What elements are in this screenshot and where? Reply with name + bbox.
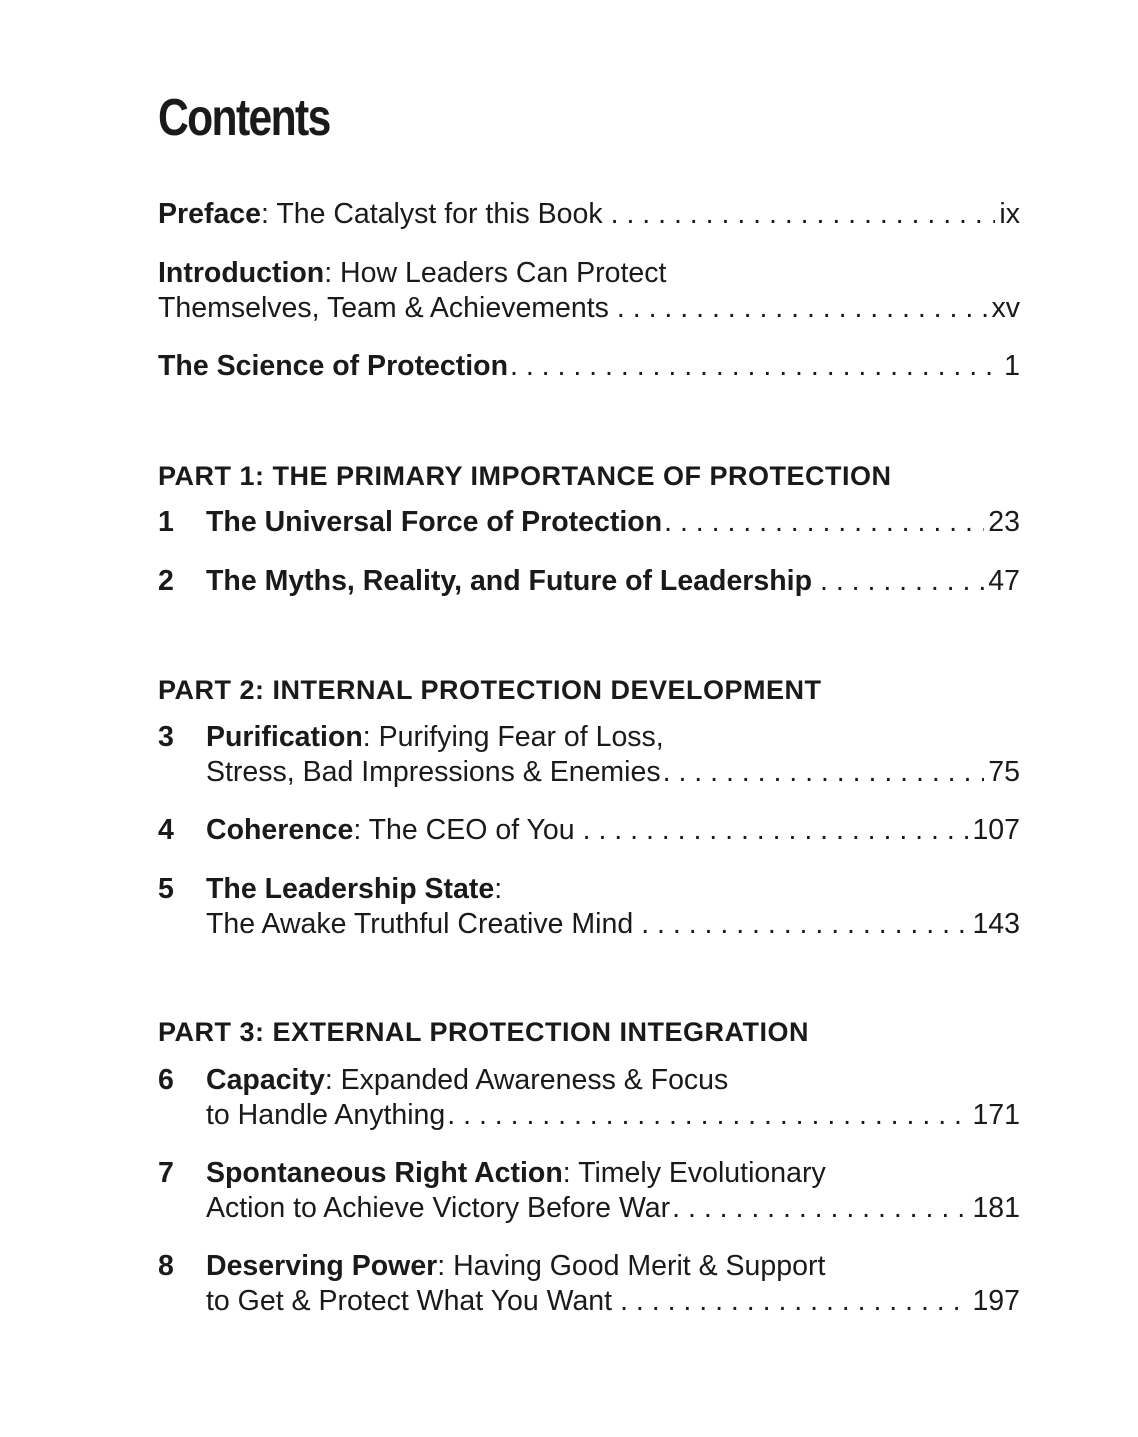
toc-chapter-4[interactable] (158, 813, 1020, 848)
leader-dots (510, 349, 1000, 384)
entry-subtitle-line2: to Handle Anything (206, 1099, 446, 1131)
leader-dots (672, 1191, 968, 1226)
entry-title: Introduction (158, 257, 325, 289)
entry-title: Capacity (206, 1064, 325, 1096)
toc-chapter-5[interactable] (158, 872, 1020, 942)
leader-dots (620, 1284, 968, 1319)
entry-title: Spontaneous Right Action (206, 1157, 563, 1189)
page-number: 1 (1004, 350, 1020, 382)
toc-chapter-1[interactable] (158, 505, 1020, 540)
page-number: 75 (988, 756, 1020, 788)
entry-title: The Science of Protection (158, 350, 508, 382)
leader-dots (663, 755, 985, 790)
toc-chapter-7[interactable] (158, 1156, 1020, 1226)
entry-title: Deserving Power (206, 1250, 438, 1282)
page-number: ix (999, 198, 1020, 230)
page-title: Contents (158, 89, 330, 147)
entry-subtitle: : Having Good Merit & Support (437, 1250, 826, 1282)
page-number: 171 (972, 1099, 1020, 1131)
entry-title: The Universal Force of Protection (206, 506, 663, 538)
entry-subtitle: : The Catalyst for this Book (261, 198, 603, 230)
entry-subtitle-line2: to Get & Protect What You Want (206, 1285, 613, 1317)
page-number: 23 (988, 506, 1020, 538)
entry-title: Purification (206, 721, 363, 753)
entry-subtitle: : Expanded Awareness & Focus (324, 1064, 729, 1096)
part-heading: PART 2: INTERNAL PROTECTION DEVELOPMENT (158, 675, 822, 705)
leader-dots (617, 291, 988, 326)
part-heading: PART 3: EXTERNAL PROTECTION INTEGRATION (158, 1017, 810, 1047)
entry-subtitle-line2: The Awake Truthful Creative Mind (206, 908, 634, 940)
leader-dots (664, 505, 984, 540)
page-number: 47 (988, 565, 1020, 597)
leader-dots (641, 907, 968, 942)
toc-entry-preface[interactable] (158, 197, 1020, 232)
entry-subtitle: : The CEO of You (353, 814, 575, 846)
toc-entry-introduction[interactable] (158, 256, 1020, 326)
entry-subtitle: : Timely Evolutionary (562, 1157, 826, 1189)
entry-title: Coherence (206, 814, 354, 846)
entry-subtitle: : How Leaders Can Protect (324, 257, 667, 289)
chapter-number: 4 (158, 814, 174, 846)
toc-chapter-6[interactable] (158, 1063, 1020, 1133)
chapter-number: 7 (158, 1157, 174, 1189)
chapter-number: 5 (158, 873, 174, 905)
page-number: 107 (972, 814, 1020, 846)
entry-subtitle-line2: Themselves, Team & Achievements (158, 292, 609, 324)
toc-chapter-2[interactable] (158, 564, 1020, 599)
page-number: 143 (972, 908, 1020, 940)
leader-dots (583, 813, 969, 848)
chapter-number: 6 (158, 1064, 174, 1096)
part-heading: PART 1: THE PRIMARY IMPORTANCE OF PROTECTION (158, 461, 892, 491)
toc-chapter-8[interactable] (158, 1249, 1020, 1319)
leader-dots (820, 564, 984, 599)
page-number: 181 (972, 1192, 1020, 1224)
chapter-number: 3 (158, 721, 174, 753)
entry-title: The Myths, Reality, and Future of Leadership (206, 565, 812, 597)
chapter-number: 1 (158, 506, 174, 538)
entry-subtitle-line2: Stress, Bad Impressions & Enemies (206, 756, 661, 788)
page-number: 197 (972, 1285, 1020, 1317)
chapter-number: 8 (158, 1250, 174, 1282)
chapter-number: 2 (158, 565, 174, 597)
entry-subtitle: : Purifying Fear of Loss, (362, 721, 664, 753)
page-number: xv (991, 292, 1020, 324)
toc-chapter-3[interactable] (158, 720, 1020, 790)
entry-title: Preface (158, 198, 261, 230)
leader-dots (611, 197, 996, 232)
entry-title: The Leadership State (206, 873, 495, 905)
entry-subtitle-line2: Action to Achieve Victory Before War (206, 1192, 671, 1224)
entry-subtitle: : (494, 873, 503, 905)
toc-entry-science[interactable] (158, 349, 1020, 384)
leader-dots (447, 1098, 968, 1133)
